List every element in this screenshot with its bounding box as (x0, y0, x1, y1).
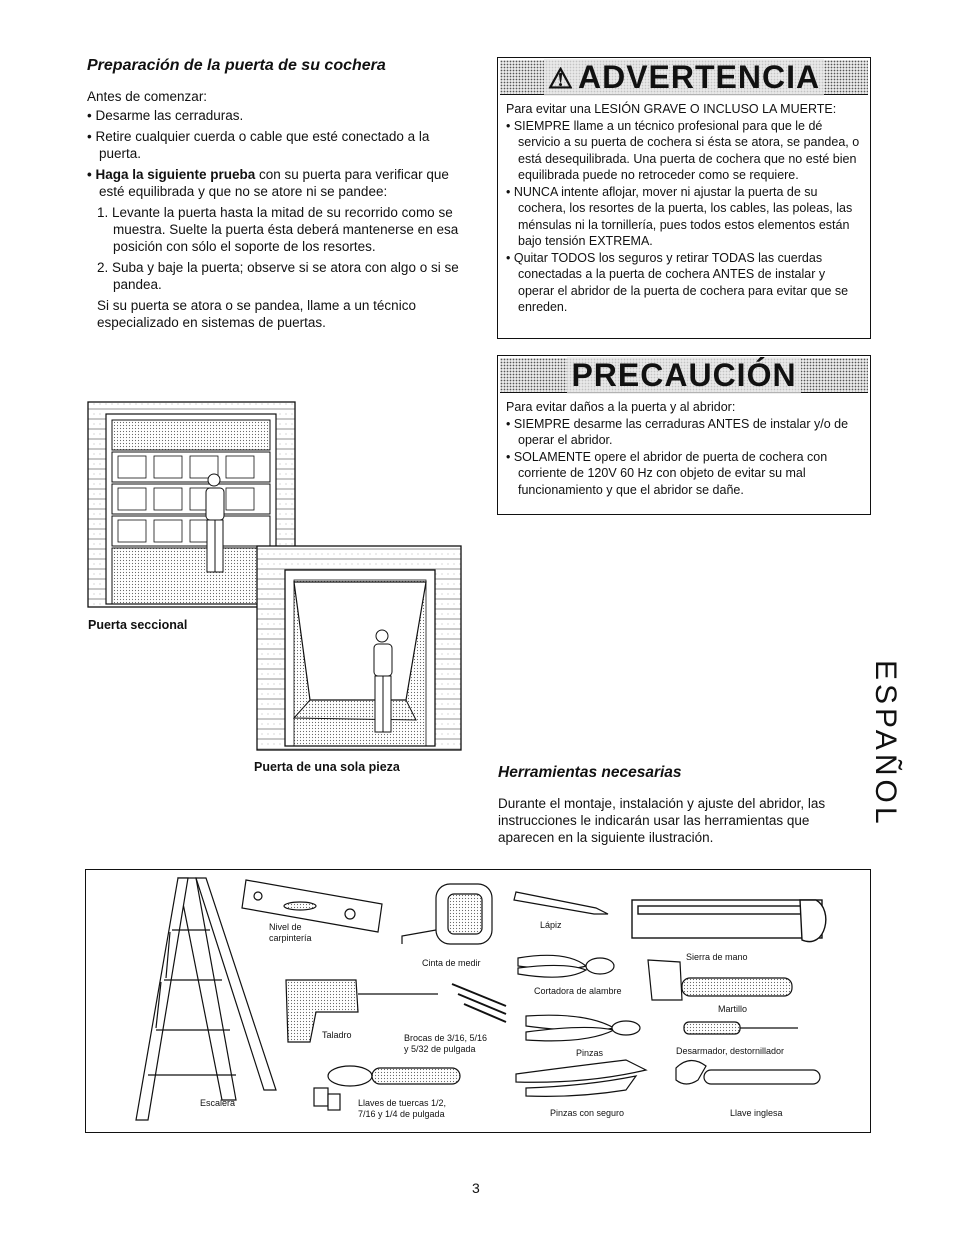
side-language-label (868, 660, 908, 828)
caution-title: PRECAUCIÓN (567, 357, 800, 394)
warning-triangle-icon: ⚠ (547, 62, 574, 94)
one-piece-door-illustration (257, 546, 461, 750)
caution-banner (500, 358, 868, 393)
tools-title: Herramientas necesarias (498, 764, 682, 781)
warning-intro: Para evitar una LESIÓN GRAVE O INCLUSO LA MUERTE: (506, 102, 837, 116)
tools-illustration-box (85, 869, 871, 1133)
caution-bullet-2: • SOLAMENTE opere el abridor de puerta de cochera con corriente de 120V 60 Hz con objeto de evitar su mal funcionamiento y que el abridor se dañe. (506, 449, 828, 497)
tool-label-level: Nivel de carpintería (269, 922, 312, 943)
tool-label-screwdriver: Desarmador, destornillador (676, 1046, 785, 1056)
wire-cutters-icon (518, 955, 614, 977)
warning-bullet-2: • NUNCA intente aflojar, mover ni ajustar la puerta de su cochera, los resortes de la puerta, los cables, las poleas, las ménsulas ni la tornillería, pues todos estos elementos están bajo tensión EXTREMA. (506, 184, 853, 248)
warning-bullet-1: • SIEMPRE llame a un técnico profesional para que le dé servicio a su puerta de cochera si ésta se atora, se pandea, o está desequilibrada. Una puerta de cochera que no esté bien equilibrada puede no retroceder como se requiere. (506, 118, 860, 182)
prep-bullet-3-rest: con su puerta para verificar que esté equilibrada y que no se atore ni se pandee: (99, 167, 449, 199)
caution-body (498, 395, 870, 504)
hacksaw-icon (632, 900, 826, 942)
warning-bullet-3: • Quitar TODOS los seguros y retirar TODAS las cuerdas conectadas a la puerta de cochera ANTES de instalar y operar el abridor de la puerta de cochera para evitar que se enreden. (506, 250, 849, 314)
tool-label-drill-bits: Brocas de 3/16, 5/16 y 5/32 de pulgada (404, 1033, 488, 1054)
caution-intro: Para evitar daños a la puerta y al abridor: (506, 400, 736, 414)
warning-title-text: ADVERTENCIA (577, 58, 821, 95)
prep-title: Preparación de la puerta de su cochera (87, 57, 386, 74)
tool-label-adjustable-wrench: Llave inglesa (730, 1108, 783, 1118)
locking-pliers-icon (516, 1060, 646, 1096)
caution-box (497, 355, 871, 515)
prep-step-1: 1. Levante la puerta hasta la mitad de su recorrido como se muestra. Suelte la puerta ésta deberá mantenerse en esa posición con sólo el soporte de los resortes. (97, 205, 459, 254)
pliers-icon (526, 1015, 640, 1041)
warning-title (544, 59, 824, 96)
tools-illustration (86, 870, 870, 1132)
hammer-icon (648, 960, 792, 1000)
prep-bullet-3-bold: • Haga la siguiente prueba (87, 167, 256, 182)
tool-label-ladder: Escalera (200, 1098, 236, 1108)
tool-label-socket-wrenches: Llaves de tuercas 1/2, 7/16 y 1/4 de pulgada (358, 1098, 447, 1119)
tool-label-drill: Taladro (322, 1030, 352, 1040)
prep-bullet-3 (87, 166, 467, 200)
tool-label-wire-cutters: Cortadora de alambre (534, 986, 622, 996)
tool-label-hacksaw: Sierra de mano (686, 952, 748, 962)
pencil-icon (514, 892, 608, 914)
tool-label-pencil: Lápiz (540, 920, 562, 930)
tape-measure-icon (402, 884, 492, 944)
warning-banner (500, 60, 868, 95)
adjustable-wrench-icon (676, 1060, 820, 1084)
door-illustrations (86, 400, 466, 756)
tool-label-hammer: Martillo (718, 1004, 748, 1014)
prep-bullet-2: • Retire cualquier cuerda o cable que esté conectado a la puerta. (87, 129, 430, 161)
page-number: 3 (472, 1180, 480, 1196)
warning-box (497, 57, 871, 339)
caution-bullet-1: • SIEMPRE desarme las cerraduras ANTES de instalar y/o de operar el abridor. (506, 416, 849, 447)
prep-bullet-1: • Desarme las cerraduras. (87, 108, 244, 123)
ladder-icon (136, 878, 276, 1120)
tool-label-tape: Cinta de medir (422, 958, 481, 968)
prep-body (87, 88, 467, 331)
prep-closing: Si su puerta se atora o se pandea, llame a un técnico especializado en sistemas de puertas. (97, 298, 416, 330)
warning-body (498, 97, 870, 322)
tools-text: Durante el montaje, instalación y ajuste del abridor, las instrucciones le indicarán usar las herramientas que aparecen en la siguiente ilustración. (498, 796, 826, 845)
screwdriver-icon (684, 1022, 798, 1034)
tool-label-pliers: Pinzas (576, 1048, 604, 1058)
prep-step-2: 2. Suba y baje la puerta; observe si se atora con algo o si se pandea. (97, 260, 459, 292)
caption-sectional: Puerta seccional (88, 618, 188, 632)
prep-intro: Antes de comenzar: (87, 89, 208, 104)
drill-bits-icon (452, 984, 506, 1022)
caption-one-piece: Puerta de una sola pieza (254, 760, 400, 774)
tool-label-locking-pliers: Pinzas con seguro (550, 1108, 625, 1118)
side-language-text: ESPAÑOL (869, 660, 902, 828)
